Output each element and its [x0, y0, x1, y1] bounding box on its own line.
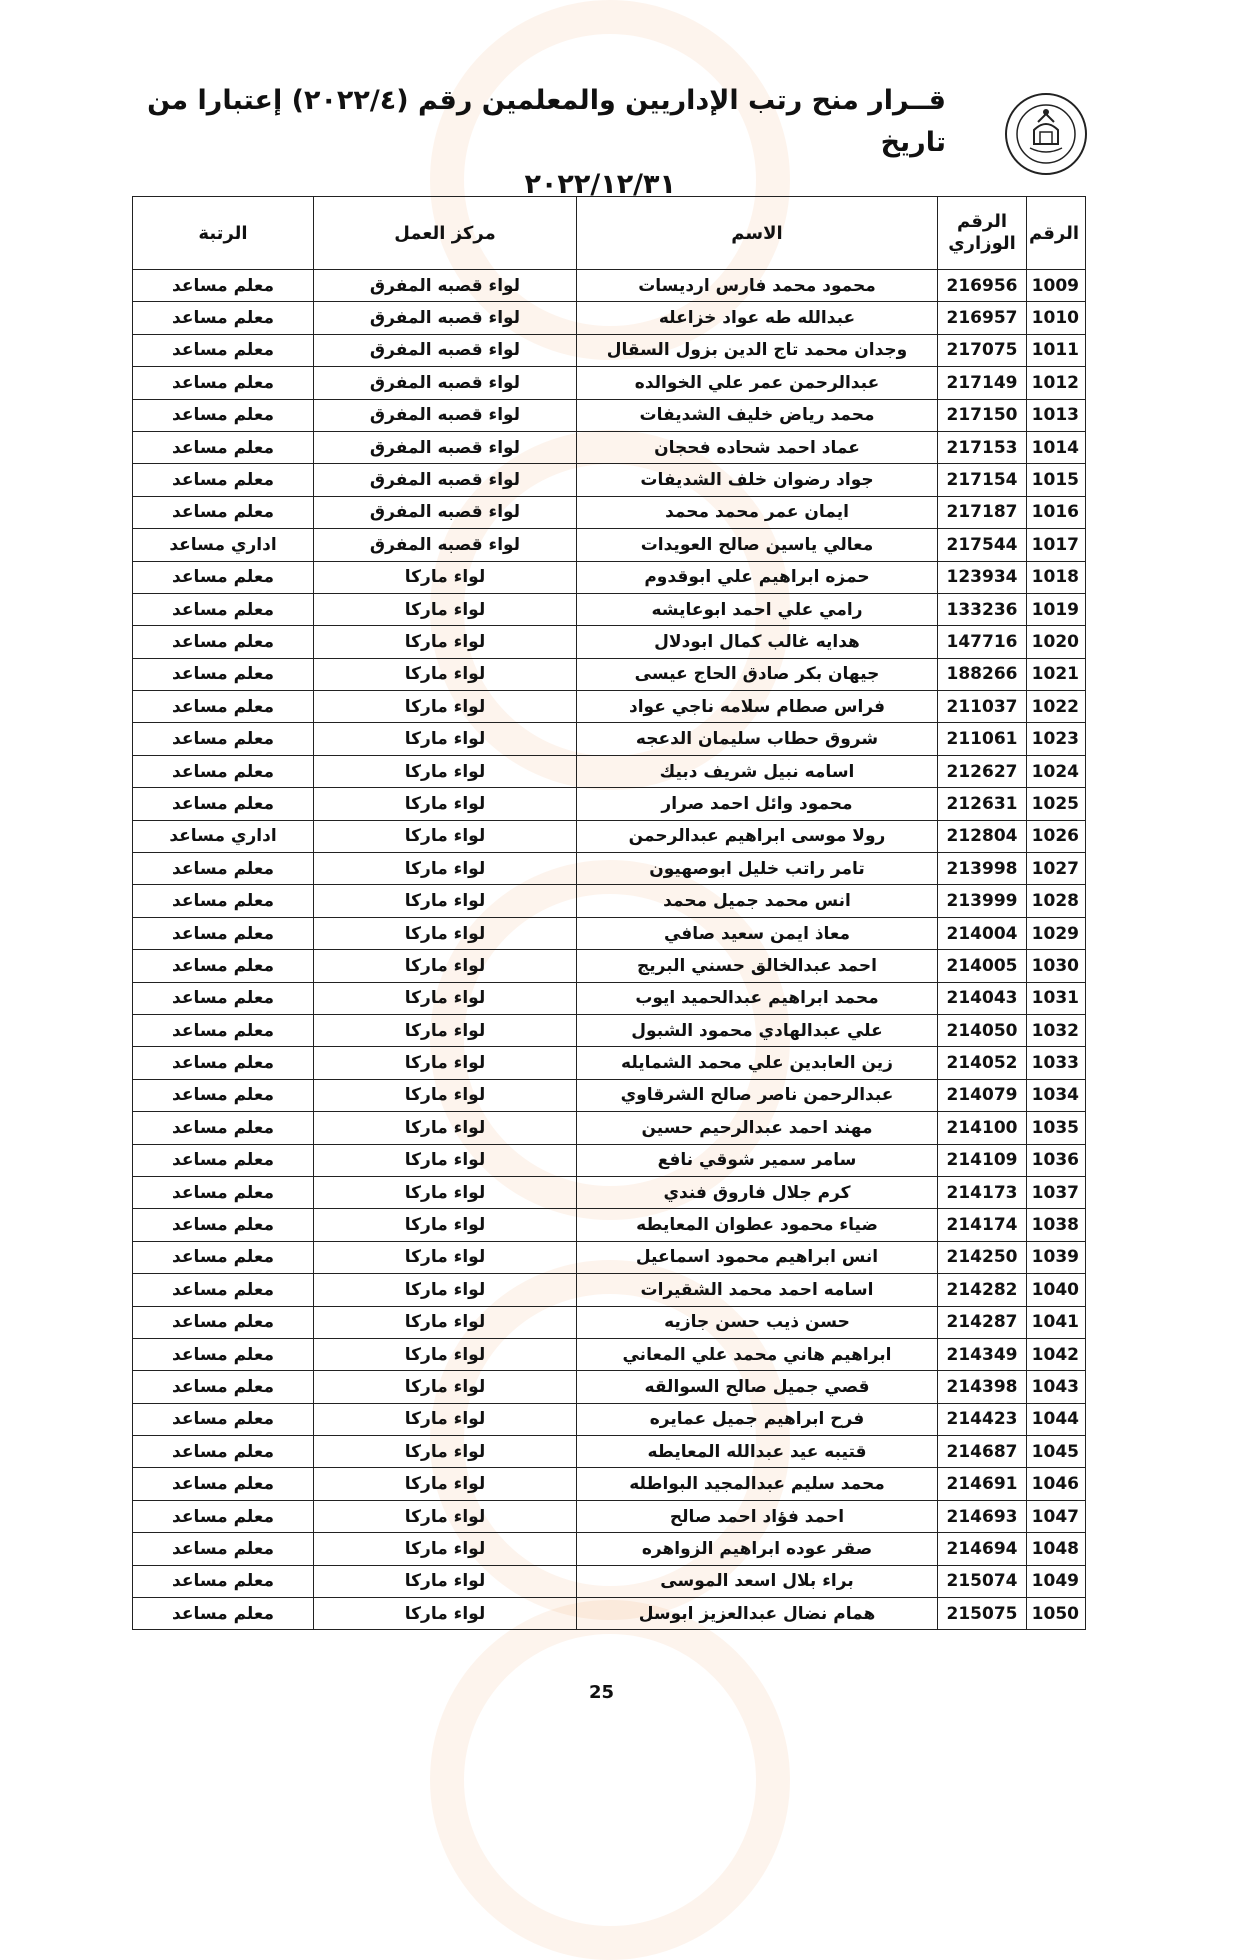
cell-workplace: لواء ماركا — [314, 593, 577, 625]
cell-workplace: لواء ماركا — [314, 1500, 577, 1532]
cell-workplace: لواء ماركا — [314, 1209, 577, 1241]
cell-workplace: لواء ماركا — [314, 1565, 577, 1597]
cell-rank: معلم مساعد — [133, 1274, 314, 1306]
cell-ministerial-number: 214423 — [938, 1403, 1027, 1435]
cell-index: 1040 — [1027, 1274, 1086, 1306]
cell-index: 1044 — [1027, 1403, 1086, 1435]
cell-workplace: لواء قصبه المفرق — [314, 270, 577, 302]
table-row — [133, 1306, 1086, 1338]
cell-ministerial-number: 123934 — [938, 561, 1027, 593]
cell-name: ابراهيم هاني محمد علي المعاني — [577, 1338, 938, 1370]
cell-ministerial-number: 214173 — [938, 1176, 1027, 1208]
cell-rank: معلم مساعد — [133, 1014, 314, 1046]
table-row — [133, 1338, 1086, 1370]
cell-rank: معلم مساعد — [133, 723, 314, 755]
cell-ministerial-number: 214250 — [938, 1241, 1027, 1273]
table-row — [133, 464, 1086, 496]
cell-ministerial-number: 211037 — [938, 691, 1027, 723]
cell-workplace: لواء ماركا — [314, 950, 577, 982]
cell-ministerial-number: 215074 — [938, 1565, 1027, 1597]
cell-index: 1031 — [1027, 982, 1086, 1014]
cell-ministerial-number: 212804 — [938, 820, 1027, 852]
cell-rank: معلم مساعد — [133, 885, 314, 917]
cell-workplace: لواء ماركا — [314, 1047, 577, 1079]
cell-name: صقر عوده ابراهيم الزواهره — [577, 1533, 938, 1565]
table-row — [133, 1176, 1086, 1208]
cell-ministerial-number: 217153 — [938, 431, 1027, 463]
cell-workplace: لواء ماركا — [314, 1338, 577, 1370]
cell-index: 1041 — [1027, 1306, 1086, 1338]
cell-name: انس ابراهيم محمود اسماعيل — [577, 1241, 938, 1273]
cell-workplace: لواء قصبه المفرق — [314, 399, 577, 431]
table-row — [133, 1209, 1086, 1241]
cell-name: قصي جميل صالح السوالقه — [577, 1371, 938, 1403]
table-row — [133, 1079, 1086, 1111]
cell-index: 1009 — [1027, 270, 1086, 302]
cell-rank: معلم مساعد — [133, 399, 314, 431]
table-row — [133, 885, 1086, 917]
cell-index: 1027 — [1027, 853, 1086, 885]
cell-rank: معلم مساعد — [133, 658, 314, 690]
cell-index: 1020 — [1027, 626, 1086, 658]
cell-workplace: لواء ماركا — [314, 1436, 577, 1468]
cell-index: 1011 — [1027, 334, 1086, 366]
table-row — [133, 496, 1086, 528]
cell-ministerial-number: 217075 — [938, 334, 1027, 366]
cell-ministerial-number: 214100 — [938, 1112, 1027, 1144]
cell-rank: معلم مساعد — [133, 626, 314, 658]
cell-workplace: لواء قصبه المفرق — [314, 367, 577, 399]
cell-workplace: لواء ماركا — [314, 626, 577, 658]
table-row — [133, 820, 1086, 852]
cell-name: علي عبدالهادي محمود الشبول — [577, 1014, 938, 1046]
cell-name: عبدالرحمن ناصر صالح الشرقاوي — [577, 1079, 938, 1111]
cell-ministerial-number: 211061 — [938, 723, 1027, 755]
cell-ministerial-number: 213999 — [938, 885, 1027, 917]
cell-workplace: لواء ماركا — [314, 1274, 577, 1306]
cell-rank: معلم مساعد — [133, 1500, 314, 1532]
cell-rank: معلم مساعد — [133, 1079, 314, 1111]
table-row — [133, 561, 1086, 593]
table-row — [133, 302, 1086, 334]
cell-workplace: لواء قصبه المفرق — [314, 496, 577, 528]
cell-index: 1046 — [1027, 1468, 1086, 1500]
table-row — [133, 982, 1086, 1014]
table-row — [133, 367, 1086, 399]
cell-ministerial-number: 214287 — [938, 1306, 1027, 1338]
cell-rank: معلم مساعد — [133, 561, 314, 593]
table-row — [133, 1241, 1086, 1273]
cell-name: اسامه احمد محمد الشقيرات — [577, 1274, 938, 1306]
cell-name: جيهان بكر صادق الحاج عيسى — [577, 658, 938, 690]
table-row — [133, 691, 1086, 723]
title-line-1: قــرار منح رتب الإداريين والمعلمين رقم (٢٠٢٢/٤) إعتبارا من تاريخ — [147, 85, 946, 158]
title-line-2: ٢٠٢٢/١٢/٣١ — [524, 169, 676, 200]
table-row — [133, 853, 1086, 885]
cell-name: حمزه ابراهيم علي ابوقدوم — [577, 561, 938, 593]
cell-ministerial-number: 214109 — [938, 1144, 1027, 1176]
cell-rank: معلم مساعد — [133, 755, 314, 787]
cell-rank: معلم مساعد — [133, 302, 314, 334]
cell-workplace: لواء ماركا — [314, 755, 577, 787]
cell-name: قتيبه عيد عبدالله المعايطه — [577, 1436, 938, 1468]
cell-rank: معلم مساعد — [133, 1468, 314, 1500]
cell-rank: معلم مساعد — [133, 1176, 314, 1208]
cell-rank: معلم مساعد — [133, 691, 314, 723]
cell-index: 1043 — [1027, 1371, 1086, 1403]
cell-name: عبدالله طه عواد خزاعله — [577, 302, 938, 334]
column-header-ministerial: الرقم الوزاري — [938, 197, 1027, 270]
cell-workplace: لواء قصبه المفرق — [314, 529, 577, 561]
cell-index: 1022 — [1027, 691, 1086, 723]
cell-rank: معلم مساعد — [133, 334, 314, 366]
cell-rank: معلم مساعد — [133, 1338, 314, 1370]
cell-workplace: لواء ماركا — [314, 658, 577, 690]
cell-index: 1037 — [1027, 1176, 1086, 1208]
cell-workplace: لواء ماركا — [314, 1371, 577, 1403]
cell-rank: معلم مساعد — [133, 1306, 314, 1338]
cell-name: وجدان محمد تاج الدين بزول السقال — [577, 334, 938, 366]
cell-index: 1029 — [1027, 917, 1086, 949]
cell-index: 1021 — [1027, 658, 1086, 690]
table-row — [133, 529, 1086, 561]
cell-name: زين العابدين علي محمد الشمايله — [577, 1047, 938, 1079]
cell-rank: معلم مساعد — [133, 1533, 314, 1565]
cell-name: هدايه غالب كمال ابودلال — [577, 626, 938, 658]
cell-rank: معلم مساعد — [133, 270, 314, 302]
cell-index: 1016 — [1027, 496, 1086, 528]
cell-ministerial-number: 214398 — [938, 1371, 1027, 1403]
cell-workplace: لواء ماركا — [314, 982, 577, 1014]
cell-rank: اداري مساعد — [133, 529, 314, 561]
table-row — [133, 1598, 1086, 1630]
cell-index: 1014 — [1027, 431, 1086, 463]
cell-index: 1026 — [1027, 820, 1086, 852]
column-header-name: الاسم — [577, 197, 938, 270]
cell-rank: معلم مساعد — [133, 1047, 314, 1079]
cell-workplace: لواء ماركا — [314, 1533, 577, 1565]
cell-index: 1049 — [1027, 1565, 1086, 1597]
cell-index: 1030 — [1027, 950, 1086, 982]
cell-index: 1050 — [1027, 1598, 1086, 1630]
cell-name: محمود محمد فارس ارديسات — [577, 270, 938, 302]
cell-name: فرح ابراهيم جميل عمايره — [577, 1403, 938, 1435]
cell-index: 1035 — [1027, 1112, 1086, 1144]
cell-rank: معلم مساعد — [133, 853, 314, 885]
cell-name: انس محمد جميل محمد — [577, 885, 938, 917]
cell-index: 1018 — [1027, 561, 1086, 593]
cell-rank: معلم مساعد — [133, 1209, 314, 1241]
cell-ministerial-number: 216956 — [938, 270, 1027, 302]
cell-workplace: لواء ماركا — [314, 1306, 577, 1338]
table-row — [133, 658, 1086, 690]
cell-rank: معلم مساعد — [133, 1436, 314, 1468]
watermark-ring — [430, 1600, 790, 1960]
cell-workplace: لواء ماركا — [314, 1176, 577, 1208]
cell-workplace: لواء ماركا — [314, 1112, 577, 1144]
cell-name: سامر سمير شوقي نافع — [577, 1144, 938, 1176]
table-row — [133, 1533, 1086, 1565]
cell-name: شروق حطاب سليمان الدعجه — [577, 723, 938, 755]
cell-name: معالي ياسين صالح العويدات — [577, 529, 938, 561]
cell-name: احمد عبدالخالق حسني البريج — [577, 950, 938, 982]
cell-ministerial-number: 214691 — [938, 1468, 1027, 1500]
cell-rank: معلم مساعد — [133, 982, 314, 1014]
table-row — [133, 1112, 1086, 1144]
cell-workplace: لواء ماركا — [314, 1014, 577, 1046]
cell-name: احمد فؤاد احمد صالح — [577, 1500, 938, 1532]
ministry-emblem-icon — [1004, 92, 1088, 176]
cell-name: محمد سليم عبدالمجيد البواطله — [577, 1468, 938, 1500]
cell-workplace: لواء ماركا — [314, 1403, 577, 1435]
cell-rank: معلم مساعد — [133, 1241, 314, 1273]
cell-index: 1042 — [1027, 1338, 1086, 1370]
cell-name: عماد احمد شحاده فحجان — [577, 431, 938, 463]
table-row — [133, 1144, 1086, 1176]
cell-index: 1045 — [1027, 1436, 1086, 1468]
table-row — [133, 399, 1086, 431]
cell-ministerial-number: 214282 — [938, 1274, 1027, 1306]
cell-name: كرم جلال فاروق فندي — [577, 1176, 938, 1208]
cell-index: 1010 — [1027, 302, 1086, 334]
cell-rank: معلم مساعد — [133, 1403, 314, 1435]
cell-index: 1047 — [1027, 1500, 1086, 1532]
table-row — [133, 334, 1086, 366]
table-row — [133, 917, 1086, 949]
cell-workplace: لواء قصبه المفرق — [314, 464, 577, 496]
cell-ministerial-number: 214005 — [938, 950, 1027, 982]
cell-index: 1012 — [1027, 367, 1086, 399]
cell-ministerial-number: 214043 — [938, 982, 1027, 1014]
column-header-rank: الرتبة — [133, 197, 314, 270]
cell-ministerial-number: 216957 — [938, 302, 1027, 334]
cell-name: تامر راتب خليل ابوصهيون — [577, 853, 938, 885]
cell-workplace: لواء ماركا — [314, 885, 577, 917]
cell-workplace: لواء ماركا — [314, 820, 577, 852]
cell-ministerial-number: 214687 — [938, 1436, 1027, 1468]
cell-ministerial-number: 212627 — [938, 755, 1027, 787]
cell-index: 1019 — [1027, 593, 1086, 625]
cell-name: جواد رضوان خلف الشديفات — [577, 464, 938, 496]
cell-name: رامي علي احمد ابوعايشه — [577, 593, 938, 625]
cell-workplace: لواء ماركا — [314, 1598, 577, 1630]
cell-ministerial-number: 147716 — [938, 626, 1027, 658]
cell-name: براء بلال اسعد الموسى — [577, 1565, 938, 1597]
cell-workplace: لواء ماركا — [314, 691, 577, 723]
table-row — [133, 1403, 1086, 1435]
cell-rank: معلم مساعد — [133, 788, 314, 820]
cell-rank: معلم مساعد — [133, 496, 314, 528]
table-row — [133, 1436, 1086, 1468]
cell-name: معاذ ايمن سعيد صافي — [577, 917, 938, 949]
cell-rank: معلم مساعد — [133, 917, 314, 949]
page-number: 25 — [589, 1682, 615, 1703]
cell-rank: معلم مساعد — [133, 367, 314, 399]
cell-index: 1028 — [1027, 885, 1086, 917]
cell-rank: معلم مساعد — [133, 593, 314, 625]
table-row — [133, 270, 1086, 302]
cell-ministerial-number: 214349 — [938, 1338, 1027, 1370]
cell-workplace: لواء قصبه المفرق — [314, 431, 577, 463]
cell-rank: معلم مساعد — [133, 1112, 314, 1144]
table-row — [133, 1274, 1086, 1306]
cell-index: 1024 — [1027, 755, 1086, 787]
cell-workplace: لواء ماركا — [314, 1144, 577, 1176]
promotions-table — [132, 196, 1086, 1630]
cell-rank: معلم مساعد — [133, 1144, 314, 1176]
cell-ministerial-number: 217187 — [938, 496, 1027, 528]
cell-ministerial-number: 217544 — [938, 529, 1027, 561]
cell-workplace: لواء ماركا — [314, 1241, 577, 1273]
cell-name: حسن ذيب حسن جازيه — [577, 1306, 938, 1338]
cell-name: ضياء محمود عطوان المعايطه — [577, 1209, 938, 1241]
cell-rank: معلم مساعد — [133, 1598, 314, 1630]
cell-workplace: لواء ماركا — [314, 1468, 577, 1500]
cell-workplace: لواء قصبه المفرق — [314, 334, 577, 366]
cell-ministerial-number: 214694 — [938, 1533, 1027, 1565]
cell-ministerial-number: 214050 — [938, 1014, 1027, 1046]
cell-ministerial-number: 133236 — [938, 593, 1027, 625]
cell-name: محمد ابراهيم عبدالحميد ايوب — [577, 982, 938, 1014]
cell-name: رولا موسى ابراهيم عبدالرحمن — [577, 820, 938, 852]
cell-workplace: لواء ماركا — [314, 853, 577, 885]
cell-index: 1038 — [1027, 1209, 1086, 1241]
cell-workplace: لواء ماركا — [314, 1079, 577, 1111]
cell-ministerial-number: 215075 — [938, 1598, 1027, 1630]
table-row — [133, 1565, 1086, 1597]
cell-index: 1048 — [1027, 1533, 1086, 1565]
cell-workplace: لواء ماركا — [314, 788, 577, 820]
page-title — [86, 80, 946, 206]
table-row — [133, 1500, 1086, 1532]
cell-name: ايمان عمر محمد محمد — [577, 496, 938, 528]
cell-rank: اداري مساعد — [133, 820, 314, 852]
table-body — [133, 270, 1086, 1630]
cell-name: محمد رياض خليف الشديفات — [577, 399, 938, 431]
cell-rank: معلم مساعد — [133, 431, 314, 463]
table-header-row — [133, 197, 1086, 270]
cell-ministerial-number: 188266 — [938, 658, 1027, 690]
cell-workplace: لواء ماركا — [314, 561, 577, 593]
cell-ministerial-number: 214174 — [938, 1209, 1027, 1241]
table-row — [133, 431, 1086, 463]
cell-name: اسامه نبيل شريف دبيك — [577, 755, 938, 787]
cell-ministerial-number: 217150 — [938, 399, 1027, 431]
cell-ministerial-number: 217154 — [938, 464, 1027, 496]
cell-index: 1032 — [1027, 1014, 1086, 1046]
cell-ministerial-number: 214052 — [938, 1047, 1027, 1079]
cell-ministerial-number: 214079 — [938, 1079, 1027, 1111]
cell-name: محمود وائل احمد صرار — [577, 788, 938, 820]
cell-ministerial-number: 212631 — [938, 788, 1027, 820]
cell-ministerial-number: 214693 — [938, 1500, 1027, 1532]
table-row — [133, 593, 1086, 625]
table-row — [133, 788, 1086, 820]
table-row — [133, 1014, 1086, 1046]
cell-name: فراس صطام سلامه ناجي عواد — [577, 691, 938, 723]
cell-name: مهند احمد عبدالرحيم حسين — [577, 1112, 938, 1144]
cell-index: 1033 — [1027, 1047, 1086, 1079]
cell-index: 1034 — [1027, 1079, 1086, 1111]
table-row — [133, 1047, 1086, 1079]
cell-index: 1036 — [1027, 1144, 1086, 1176]
table-row — [133, 950, 1086, 982]
table-row — [133, 1371, 1086, 1403]
cell-rank: معلم مساعد — [133, 1565, 314, 1597]
cell-index: 1015 — [1027, 464, 1086, 496]
table-row — [133, 755, 1086, 787]
cell-workplace: لواء ماركا — [314, 723, 577, 755]
cell-index: 1013 — [1027, 399, 1086, 431]
cell-name: همام نضال عبدالعزيز ابوسل — [577, 1598, 938, 1630]
table-row — [133, 1468, 1086, 1500]
cell-ministerial-number: 213998 — [938, 853, 1027, 885]
cell-workplace: لواء ماركا — [314, 917, 577, 949]
cell-ministerial-number: 214004 — [938, 917, 1027, 949]
cell-workplace: لواء قصبه المفرق — [314, 302, 577, 334]
cell-rank: معلم مساعد — [133, 1371, 314, 1403]
column-header-index: الرقم — [1027, 197, 1086, 270]
cell-ministerial-number: 217149 — [938, 367, 1027, 399]
table-row — [133, 723, 1086, 755]
table-row — [133, 626, 1086, 658]
cell-rank: معلم مساعد — [133, 950, 314, 982]
column-header-workplace: مركز العمل — [314, 197, 577, 270]
cell-index: 1039 — [1027, 1241, 1086, 1273]
cell-name: عبدالرحمن عمر علي الخوالده — [577, 367, 938, 399]
cell-index: 1023 — [1027, 723, 1086, 755]
cell-index: 1017 — [1027, 529, 1086, 561]
cell-index: 1025 — [1027, 788, 1086, 820]
cell-rank: معلم مساعد — [133, 464, 314, 496]
